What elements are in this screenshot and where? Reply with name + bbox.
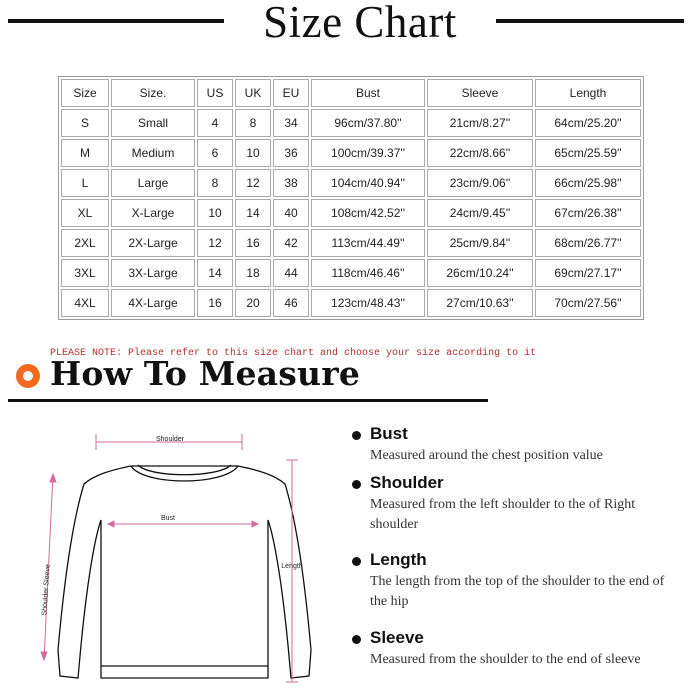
column-header: Size [61,79,109,107]
column-header: Size. [111,79,195,107]
table-cell: 22cm/8.66'' [427,139,533,167]
bullet-dot-icon [352,557,361,566]
table-cell: 123cm/48.43'' [311,289,425,317]
table-cell: Medium [111,139,195,167]
table-row [61,109,641,137]
title-divider-right [496,19,684,23]
table-cell: 4 [197,109,233,137]
table-header-row [61,79,641,107]
table-cell: Large [111,169,195,197]
table-cell: 25cm/9.84'' [427,229,533,257]
table-cell: 3XL [61,259,109,287]
size-chart-header [0,0,691,46]
table-cell: 69cm/27.17'' [535,259,641,287]
bullet-dot-icon [352,480,361,489]
table-cell: 6 [197,139,233,167]
table-cell: 4X-Large [111,289,195,317]
table-cell: 18 [235,259,271,287]
shoulder-label: Shoulder [155,436,185,443]
size-table [58,76,644,320]
table-cell: M [61,139,109,167]
table-cell: 100cm/39.37'' [311,139,425,167]
measure-heading: Length [370,550,427,569]
column-header: US [197,79,233,107]
bullet-dot-icon [352,431,361,440]
table-cell: 66cm/25.98'' [535,169,641,197]
size-note: PLEASE NOTE: Please refer to this size chart and choose your size according to it [50,348,537,359]
measure-text: Measured from the shoulder to the end of sleeve [370,652,641,667]
table-cell: 2XL [61,229,109,257]
table-cell: 8 [197,169,233,197]
table-cell: 36 [273,139,309,167]
neckline-outer [131,466,238,481]
bust-label: Bust [160,515,176,522]
table-cell: XL [61,199,109,227]
table-cell: 4XL [61,289,109,317]
table-cell: 10 [197,199,233,227]
table-cell: 16 [235,229,271,257]
table-cell: 3X-Large [111,259,195,287]
table-cell: 118cm/46.46'' [311,259,425,287]
bullet-dot-icon [352,635,361,644]
table-cell: 16 [197,289,233,317]
measure-heading: Sleeve [370,628,424,647]
table-row [61,169,641,197]
table-cell: 38 [273,169,309,197]
table-cell: L [61,169,109,197]
table-cell: 14 [235,199,271,227]
column-header: Length [535,79,641,107]
table-cell: 12 [235,169,271,197]
sweater-diagram [36,420,326,691]
table-cell: 2X-Large [111,229,195,257]
table-cell: 64cm/25.20'' [535,109,641,137]
table-cell: Small [111,109,195,137]
table-cell: 21cm/8.27'' [427,109,533,137]
column-header: Sleeve [427,79,533,107]
column-header: EU [273,79,309,107]
heading-underline [8,399,488,402]
table-cell: 27cm/10.63'' [427,289,533,317]
length-label: Length [281,563,303,570]
column-header: UK [235,79,271,107]
table-cell: 40 [273,199,309,227]
table-cell: X-Large [111,199,195,227]
page-title: Size Chart [263,0,457,47]
sweater-outline [58,466,311,678]
measure-heading: Shoulder [370,473,444,492]
table-cell: 20 [235,289,271,317]
table-cell: S [61,109,109,137]
table-cell: 65cm/25.59'' [535,139,641,167]
table-cell: 96cm/37.80'' [311,109,425,137]
table-cell: 12 [197,229,233,257]
circle-bullet-icon [16,364,40,388]
table-cell: 8 [235,109,271,137]
table-cell: 67cm/26.38'' [535,199,641,227]
table-cell: 46 [273,289,309,317]
table-row [61,139,641,167]
measure-text: Measured from the left shoulder to the of Right shoulder [370,497,636,532]
table-row [61,289,641,317]
table-cell: 24cm/9.45'' [427,199,533,227]
table-row [61,199,641,227]
table-cell: 104cm/40.94'' [311,169,425,197]
table-cell: 34 [273,109,309,137]
how-to-measure-title: How To Measure [50,354,361,393]
table-row [61,229,641,257]
table-cell: 70cm/27.56'' [535,289,641,317]
table-cell: 10 [235,139,271,167]
table-cell: 23cm/9.06'' [427,169,533,197]
shoulder-sleeve-label: Shoulder Sleeve [41,564,52,616]
table-cell: 113cm/44.49'' [311,229,425,257]
table-cell: 108cm/42.52'' [311,199,425,227]
table-row [61,259,641,287]
table-cell: 44 [273,259,309,287]
measure-text: The length from the top of the shoulder to the end of the hip [370,574,665,609]
column-header: Bust [311,79,425,107]
table-cell: 26cm/10.24'' [427,259,533,287]
table-cell: 68cm/26.77'' [535,229,641,257]
table-cell: 42 [273,229,309,257]
measure-heading: Bust [370,424,408,443]
table-cell: 14 [197,259,233,287]
title-divider-left [8,19,224,23]
measure-text: Measured around the chest position value [370,448,603,463]
